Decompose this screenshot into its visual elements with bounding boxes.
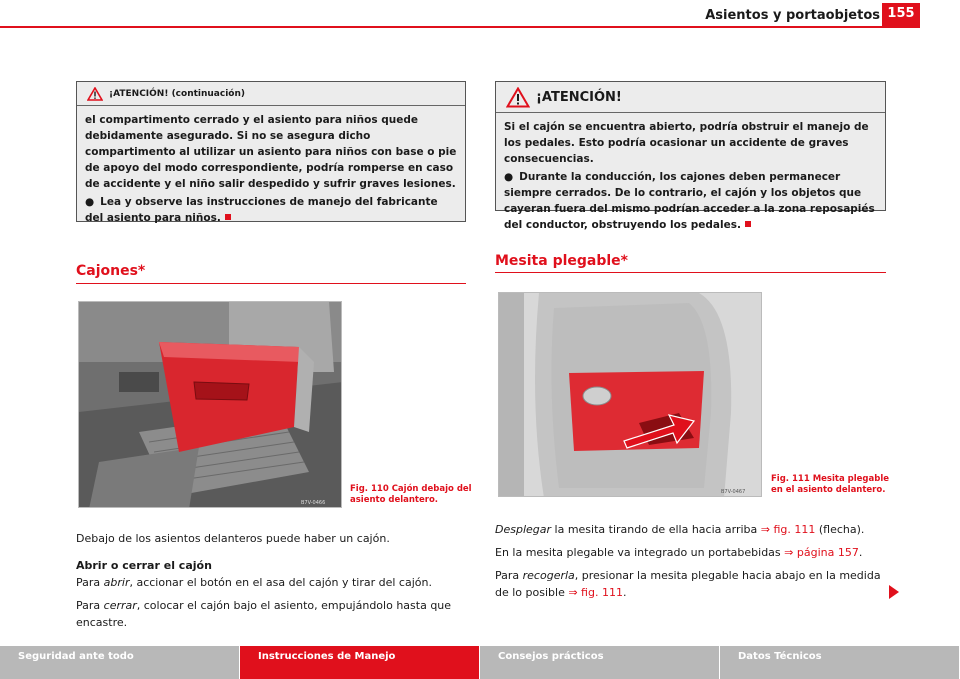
warning-body: [77, 106, 465, 234]
figure-link[interactable]: ⇒ fig. 111: [760, 523, 816, 536]
warning-box-continued: [76, 81, 466, 222]
warning-body: [496, 113, 885, 241]
unfold-paragraph: Desplegar la mesita tirando de ella hacia arriba ⇒ fig. 111 (flecha).: [495, 523, 865, 536]
warning-heading: ¡ATENCIÓN!: [536, 89, 622, 105]
page-number: 155: [882, 3, 920, 27]
footer-nav: [0, 646, 960, 679]
warning-bullet: [504, 169, 877, 233]
section-rule: [76, 283, 466, 284]
subheading: Abrir o cerrar el cajón: [76, 559, 212, 572]
warning-paragraph: el compartimento cerrado y el asiento para niños quede debidamente asegurado. Si no se asegura dicho compartimento al utilizar un asiento para niños con base o pie de apoyo del modo correspondiente, podría romperse en caso de accidente y el niño salir despedido y sufrir graves lesiones.: [85, 114, 457, 190]
figure-code: B7V-0466: [301, 500, 326, 506]
header-rule: [0, 26, 920, 28]
warning-box: [495, 81, 886, 231]
folding-table-illustration: [499, 293, 762, 497]
mesita-text: [495, 521, 890, 607]
tab-consejos[interactable]: Consejos prácticos: [480, 646, 720, 679]
caption-line: asiento delantero.: [350, 495, 439, 505]
cupholder-paragraph: En la mesita plegable va integrado un portabebidas ⇒ página 157.: [495, 546, 863, 559]
warning-header: [496, 82, 885, 113]
warning-heading: ¡ATENCIÓN! (continuación): [109, 88, 246, 99]
section-title-mesita: Mesita plegable*: [495, 253, 628, 269]
warning-header: [77, 82, 465, 106]
open-paragraph: Para abrir, accionar el botón en el asa del cajón y tirar del cajón.: [76, 576, 432, 589]
figure-110-photo: [78, 301, 342, 508]
caption-line: Fig. 111 Mesita plegable: [771, 474, 889, 484]
warning-triangle-icon: [87, 87, 103, 101]
page-link[interactable]: ⇒ página 157: [784, 546, 859, 559]
warning-triangle-icon: [506, 87, 530, 108]
cajones-text: [76, 530, 476, 637]
end-mark-icon: [745, 221, 751, 227]
page-title: Asientos y portaobjetos: [705, 8, 880, 23]
figure-code: B7V-0467: [721, 489, 746, 495]
figure-110-caption: [350, 484, 472, 506]
warning-paragraph: Si el cajón se encuentra abierto, podría obstruir el manejo de los pedales. Esto podría ocasionar un accidente de graves consecuencias.: [504, 121, 869, 165]
figure-111-photo: [498, 292, 762, 497]
next-page-arrow-icon[interactable]: [889, 585, 899, 599]
figure-link[interactable]: ⇒ fig. 111: [568, 586, 623, 599]
page-header: [0, 0, 960, 28]
bullet-icon: ●: [504, 171, 514, 183]
section-title-cajones: Cajones*: [76, 263, 146, 279]
intro-paragraph: Debajo de los asientos delanteros puede haber un cajón.: [76, 532, 390, 545]
section-rule: [495, 272, 886, 273]
figure-111-caption: [771, 474, 889, 496]
drawer-illustration: [79, 302, 342, 508]
tab-seguridad[interactable]: Seguridad ante todo: [0, 646, 240, 679]
warning-bullet: [85, 194, 457, 226]
tab-datos[interactable]: Datos Técnicos: [720, 646, 960, 679]
warning-bullet-text: Lea y observe las instrucciones de manejo del fabricante del asiento para niños.: [85, 196, 438, 224]
fold-paragraph: Para recogerla, presionar la mesita plegable hacia abajo en la medida de lo posible ⇒ fig. 111.: [495, 569, 881, 599]
tab-instrucciones[interactable]: Instrucciones de Manejo: [240, 646, 480, 679]
caption-line: en el asiento delantero.: [771, 485, 886, 495]
end-mark-icon: [225, 214, 231, 220]
close-paragraph: Para cerrar, colocar el cajón bajo el asiento, empujándolo hasta que encastre.: [76, 599, 452, 629]
bullet-icon: ●: [85, 196, 95, 208]
caption-line: Fig. 110 Cajón debajo del: [350, 484, 472, 494]
warning-bullet-text: Durante la conducción, los cajones deben permanecer siempre cerrados. De lo contrario, el cajón y los objetos que cayeran fuera del mismo podrían acceder a la zona reposapiés del conductor, obstruyendo los pedales.: [504, 171, 875, 231]
